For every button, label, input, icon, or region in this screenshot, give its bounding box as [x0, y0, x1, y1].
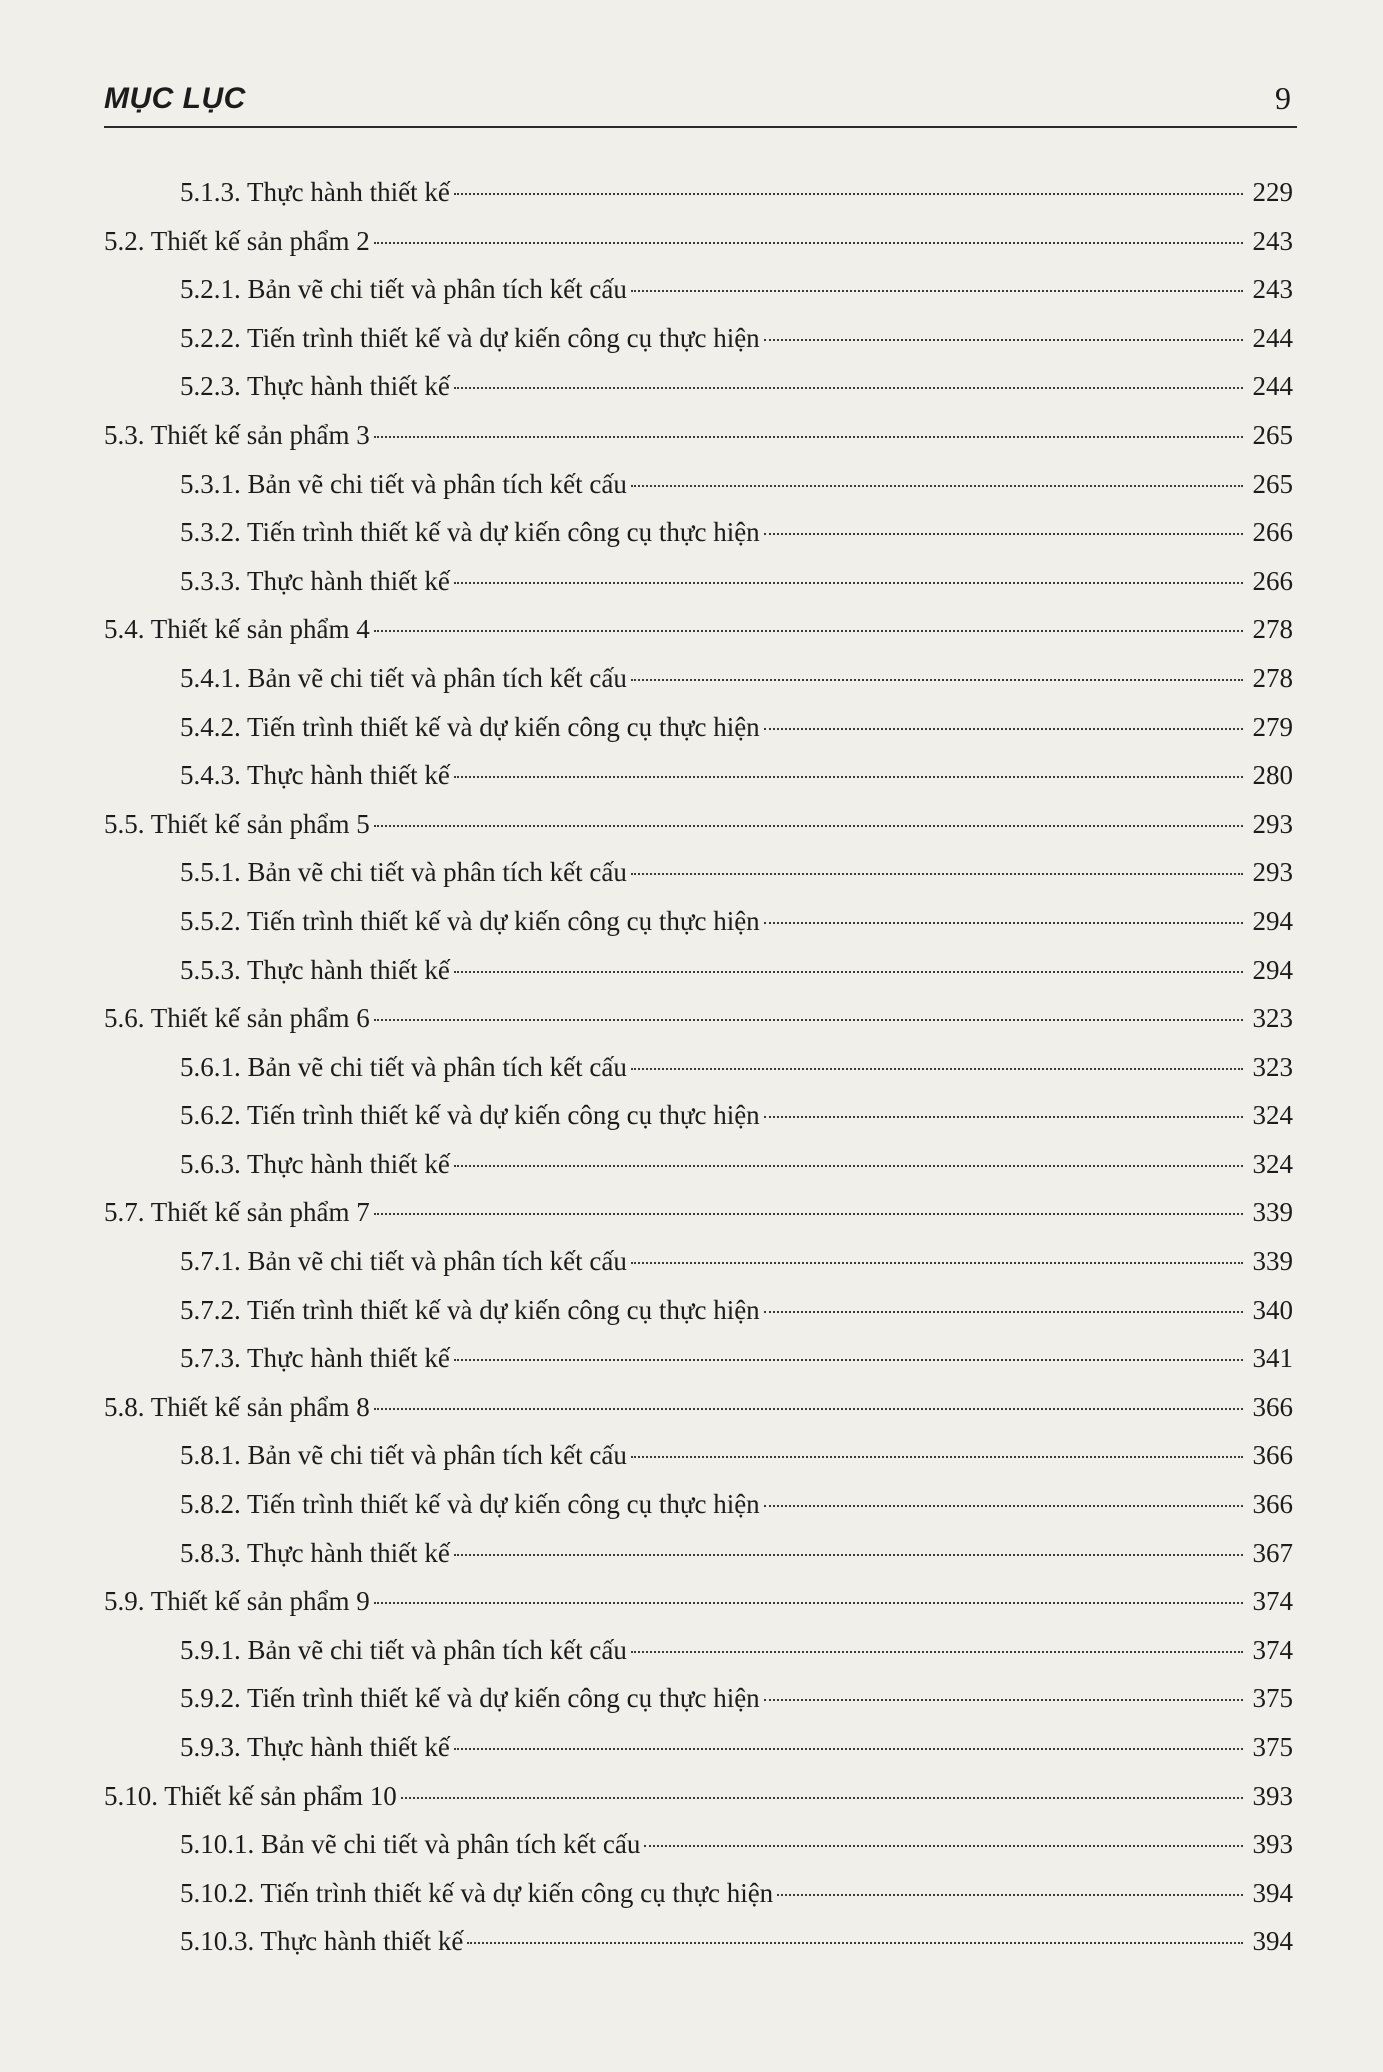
toc-entry[interactable] [104, 460, 1293, 509]
toc-entry[interactable] [104, 411, 1293, 460]
toc-entry[interactable] [104, 1772, 1293, 1821]
toc-entry-page: 243 [1252, 274, 1293, 305]
toc-entry-page: 244 [1252, 322, 1293, 353]
toc-entry-page: 340 [1252, 1294, 1293, 1325]
toc-entry[interactable] [104, 946, 1293, 995]
toc-entry-label: 5.3.2. Tiến trình thiết kế và dự kiến công cụ thực hiện [180, 517, 760, 548]
toc-entry-label: 5.10.3. Thực hành thiết kế [180, 1926, 464, 1957]
toc-entry-label: 5.6.2. Tiến trình thiết kế và dự kiến công cụ thực hiện [180, 1100, 760, 1131]
toc-entry[interactable] [104, 1917, 1293, 1966]
toc-entry-label: 5.9.1. Bản vẽ chi tiết và phân tích kết cấu [180, 1634, 627, 1665]
dot-leader [631, 290, 1243, 292]
dot-leader [764, 922, 1243, 924]
toc-entry[interactable] [104, 897, 1293, 946]
toc-entry-page: 324 [1252, 1148, 1293, 1179]
toc-entry-label: 5.10.1. Bản vẽ chi tiết và phân tích kết cấu [180, 1829, 641, 1860]
toc-entry-label: 5.2.3. Thực hành thiết kế [180, 371, 450, 402]
toc-entry-page: 279 [1252, 711, 1293, 742]
toc-entry-label: 5.8.2. Tiến trình thiết kế và dự kiến công cụ thực hiện [180, 1489, 760, 1520]
toc-entry-page: 323 [1252, 1051, 1293, 1082]
dot-leader [454, 387, 1243, 389]
toc-entry-page: 366 [1252, 1489, 1293, 1520]
dot-leader [631, 1262, 1243, 1264]
toc-entry-page: 293 [1252, 808, 1293, 839]
toc-entry-page: 280 [1252, 760, 1293, 791]
toc-entry-label: 5.4.3. Thực hành thiết kế [180, 760, 450, 791]
toc-entry-page: 323 [1252, 1003, 1293, 1034]
toc-entry-page: 266 [1252, 517, 1293, 548]
toc-entry-label: 5.9. Thiết kế sản phẩm 9 [104, 1586, 370, 1617]
toc-entry[interactable] [104, 1820, 1293, 1869]
toc-entry-label: 5.7.3. Thực hành thiết kế [180, 1343, 450, 1374]
toc-entry[interactable] [104, 314, 1293, 363]
toc-entry-page: 243 [1252, 225, 1293, 256]
toc-entry[interactable] [104, 605, 1293, 654]
toc-entry-label: 5.6.3. Thực hành thiết kế [180, 1148, 450, 1179]
dot-leader [454, 1554, 1243, 1556]
toc-entry-page: 339 [1252, 1197, 1293, 1228]
toc-entry-label: 5.3.1. Bản vẽ chi tiết và phân tích kết cấu [180, 468, 627, 499]
toc-entry-page: 366 [1252, 1440, 1293, 1471]
toc-entry[interactable] [104, 265, 1293, 314]
dot-leader [374, 242, 1243, 244]
dot-leader [764, 339, 1243, 341]
toc-entry[interactable] [104, 217, 1293, 266]
dot-leader [777, 1894, 1243, 1896]
dot-leader [764, 728, 1243, 730]
dot-leader [374, 630, 1243, 632]
dot-leader [631, 873, 1243, 875]
dot-leader [631, 1456, 1243, 1458]
toc-entry-label: 5.3. Thiết kế sản phẩm 3 [104, 419, 370, 450]
dot-leader [631, 679, 1243, 681]
toc-entry-page: 374 [1252, 1634, 1293, 1665]
toc-entry-page: 294 [1252, 954, 1293, 985]
dot-leader [374, 1408, 1243, 1410]
toc-entry-label: 5.3.3. Thực hành thiết kế [180, 565, 450, 596]
toc-entry-label: 5.6.1. Bản vẽ chi tiết và phân tích kết cấu [180, 1051, 627, 1082]
toc-entry-label: 5.8.3. Thực hành thiết kế [180, 1537, 450, 1568]
toc-entry-label: 5.2. Thiết kế sản phẩm 2 [104, 225, 370, 256]
toc-entry[interactable] [104, 1577, 1293, 1626]
toc-entry[interactable] [104, 168, 1293, 217]
dot-leader [374, 825, 1243, 827]
toc-entry-page: 265 [1252, 419, 1293, 450]
dot-leader [374, 1213, 1243, 1215]
table-of-contents [104, 168, 1293, 1966]
dot-leader [631, 1068, 1243, 1070]
toc-entry[interactable] [104, 654, 1293, 703]
toc-entry[interactable] [104, 703, 1293, 752]
dot-leader [454, 582, 1243, 584]
toc-entry[interactable] [104, 1091, 1293, 1140]
dot-leader [764, 533, 1243, 535]
toc-entry-label: 5.10.2. Tiến trình thiết kế và dự kiến công cụ thực hiện [180, 1877, 774, 1908]
dot-leader [764, 1311, 1243, 1313]
toc-entry[interactable] [104, 508, 1293, 557]
toc-entry[interactable] [104, 1626, 1293, 1675]
toc-entry-page: 375 [1252, 1732, 1293, 1762]
toc-entry-page: 393 [1252, 1780, 1293, 1811]
toc-entry-label: 5.5.3. Thực hành thiết kế [180, 954, 450, 985]
toc-entry-page: 324 [1252, 1100, 1293, 1131]
dot-leader [374, 1602, 1243, 1604]
toc-entry-label: 5.2.1. Bản vẽ chi tiết và phân tích kết cấu [180, 274, 627, 305]
dot-leader [374, 1019, 1243, 1021]
dot-leader [454, 1748, 1243, 1750]
dot-leader [401, 1797, 1243, 1799]
toc-entry-page: 278 [1252, 614, 1293, 645]
toc-entry-page: 266 [1252, 565, 1293, 596]
toc-entry[interactable] [104, 362, 1293, 411]
toc-entry-label: 5.2.2. Tiến trình thiết kế và dự kiến công cụ thực hiện [180, 322, 760, 353]
toc-entry[interactable] [104, 1529, 1293, 1578]
toc-entry[interactable] [104, 1237, 1293, 1286]
toc-entry[interactable] [104, 1431, 1293, 1480]
toc-entry-page: 294 [1252, 905, 1293, 936]
dot-leader [374, 436, 1243, 438]
dot-leader [764, 1116, 1243, 1118]
page-header [104, 78, 1297, 128]
toc-entry-label: 5.5.2. Tiến trình thiết kế và dự kiến công cụ thực hiện [180, 905, 760, 936]
toc-entry-label: 5.7.1. Bản vẽ chi tiết và phân tích kết cấu [180, 1246, 627, 1277]
dot-leader [631, 1651, 1243, 1653]
dot-leader [631, 485, 1243, 487]
toc-entry-page: 394 [1252, 1926, 1293, 1957]
toc-entry-label: 5.8. Thiết kế sản phẩm 8 [104, 1391, 370, 1422]
toc-entry[interactable] [104, 751, 1293, 800]
dot-leader [454, 1165, 1243, 1167]
toc-entry-label: 5.7. Thiết kế sản phẩm 7 [104, 1197, 370, 1228]
dot-leader [454, 1359, 1243, 1361]
dot-leader [467, 1942, 1243, 1944]
toc-entry-page: 293 [1252, 857, 1293, 888]
toc-entry-label: 5.5. Thiết kế sản phẩm 5 [104, 808, 370, 839]
dot-leader [454, 193, 1243, 195]
toc-entry[interactable] [104, 1140, 1293, 1189]
toc-entry[interactable] [104, 1286, 1293, 1335]
toc-entry-page: 375 [1252, 1683, 1293, 1714]
toc-entry-page: 278 [1252, 662, 1293, 693]
toc-entry[interactable] [104, 848, 1293, 897]
toc-entry[interactable] [104, 1723, 1293, 1772]
toc-entry-page: 366 [1252, 1391, 1293, 1422]
toc-entry[interactable] [104, 1869, 1293, 1918]
toc-entry[interactable] [104, 994, 1293, 1043]
toc-entry[interactable] [104, 557, 1293, 606]
toc-entry-label: 5.1.3. Thực hành thiết kế [180, 177, 450, 207]
toc-entry[interactable] [104, 1383, 1293, 1432]
toc-entry-page: 265 [1252, 468, 1293, 499]
toc-entry-page: 394 [1252, 1877, 1293, 1908]
toc-entry-page: 244 [1252, 371, 1293, 402]
page-number: 9 [1275, 80, 1291, 116]
running-title: MỤC LỤC [104, 82, 246, 115]
dot-leader [644, 1845, 1243, 1847]
dot-leader [764, 1699, 1243, 1701]
toc-entry-label: 5.7.2. Tiến trình thiết kế và dự kiến công cụ thực hiện [180, 1294, 760, 1325]
toc-entry-page: 229 [1252, 177, 1293, 207]
toc-entry-page: 393 [1252, 1829, 1293, 1860]
toc-entry-label: 5.8.1. Bản vẽ chi tiết và phân tích kết cấu [180, 1440, 627, 1471]
toc-entry[interactable] [104, 800, 1293, 849]
toc-entry-label: 5.9.2. Tiến trình thiết kế và dự kiến công cụ thực hiện [180, 1683, 760, 1714]
toc-entry-label: 5.10. Thiết kế sản phẩm 10 [104, 1780, 397, 1811]
toc-entry-label: 5.6. Thiết kế sản phẩm 6 [104, 1003, 370, 1034]
toc-entry-page: 367 [1252, 1537, 1293, 1568]
toc-entry-label: 5.9.3. Thực hành thiết kế [180, 1732, 450, 1762]
dot-leader [454, 971, 1243, 973]
toc-entry-label: 5.4.1. Bản vẽ chi tiết và phân tích kết cấu [180, 662, 627, 693]
toc-entry[interactable] [104, 1043, 1293, 1092]
toc-entry[interactable] [104, 1674, 1293, 1723]
toc-entry-label: 5.5.1. Bản vẽ chi tiết và phân tích kết cấu [180, 857, 627, 888]
toc-entry-label: 5.4.2. Tiến trình thiết kế và dự kiến công cụ thực hiện [180, 711, 760, 742]
dot-leader [764, 1505, 1243, 1507]
toc-entry-page: 341 [1252, 1343, 1293, 1374]
dot-leader [454, 776, 1243, 778]
toc-entry-page: 374 [1252, 1586, 1293, 1617]
toc-entry-page: 339 [1252, 1246, 1293, 1277]
toc-entry[interactable] [104, 1480, 1293, 1529]
toc-entry[interactable] [104, 1334, 1293, 1383]
toc-entry-label: 5.4. Thiết kế sản phẩm 4 [104, 614, 370, 645]
toc-entry[interactable] [104, 1188, 1293, 1237]
